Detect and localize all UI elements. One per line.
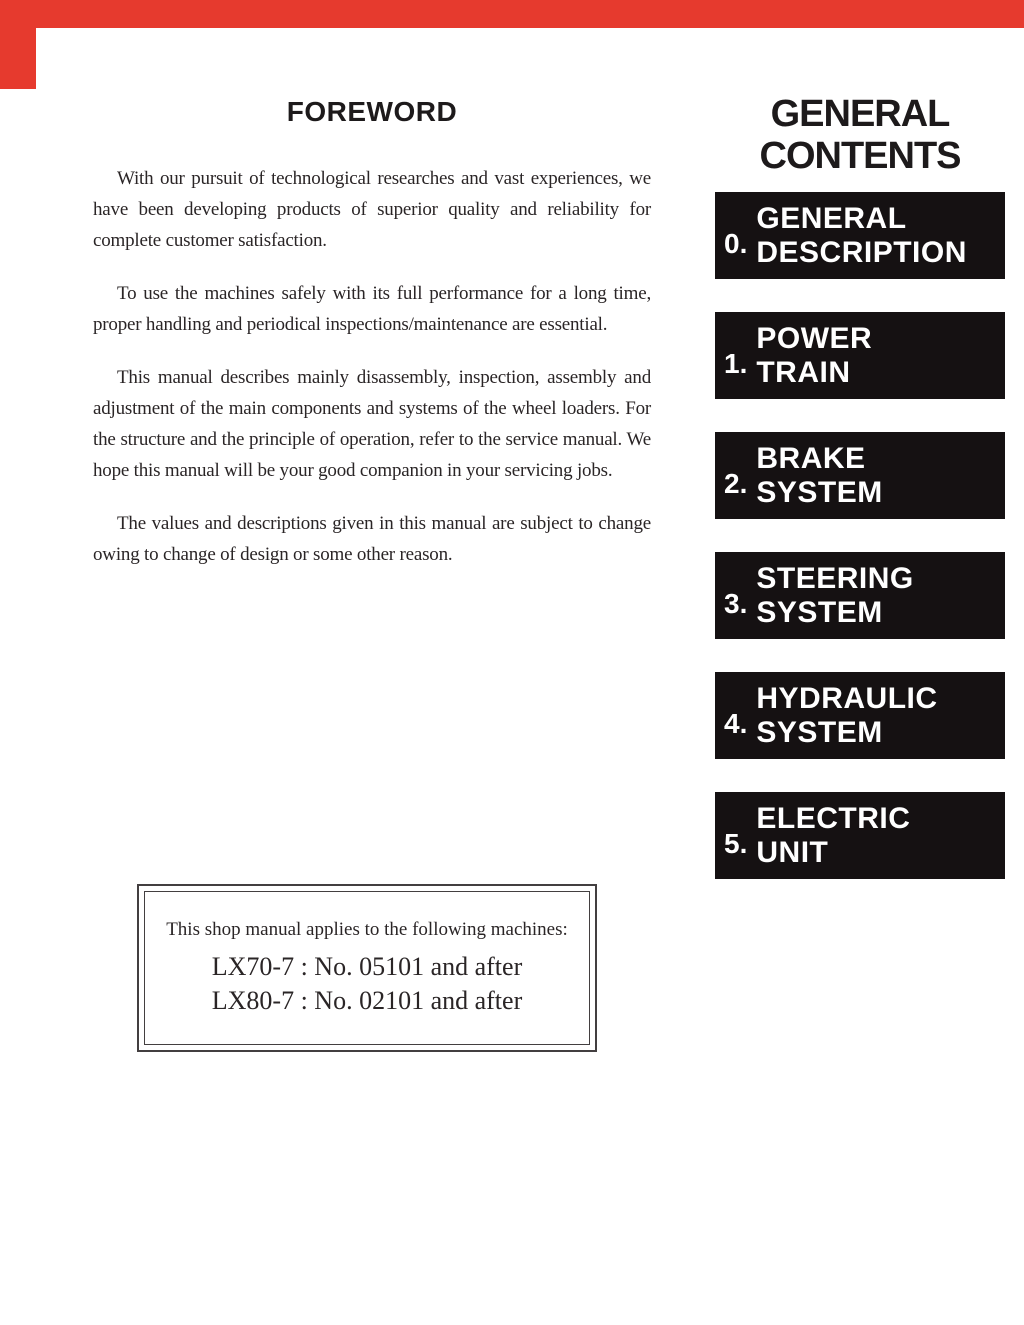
chapter-title-line: GENERAL [756,201,907,235]
chapter-title-line: STEERING [756,561,914,595]
chapter-box-general-description [715,192,1005,279]
contents-title-line-1: GENERAL [770,93,950,135]
chapter-title-line: UNIT [756,835,829,869]
foreword-section [93,95,651,592]
chapter-title [756,202,967,270]
chapter-title-line: SYSTEM [756,475,883,509]
contents-title [715,93,1005,177]
machine-line-lx80: LX80-7 : No. 02101 and after [211,986,523,1015]
chapter-title [756,802,910,870]
general-contents-section [715,93,1005,912]
chapter-title-line: HYDRAULIC [756,681,938,715]
foreword-paragraph-4: The values and descriptions given in this manual are subject to change owing to change of design or some other reason. [93,513,651,565]
chapter-number: 2. [724,467,748,499]
applicability-box-inner [144,891,590,1045]
red-page-edge-band [0,0,1024,28]
chapter-box-hydraulic-system [715,672,1005,759]
chapter-number: 1. [724,347,748,379]
foreword-title: FOREWORD [286,96,458,127]
chapter-title [756,322,872,390]
chapter-title [756,562,913,630]
chapter-title-line: BRAKE [756,441,866,475]
chapter-title-line: SYSTEM [756,595,883,629]
applicability-box [137,884,597,1052]
foreword-paragraph-3: This manual describes mainly disassembly, inspection, assembly and adjustment of the main components and systems of the wheel loaders. For the structure and the principle of operation, refer to the service manual. We hope this manual will be your good companion in your servicing jobs. [93,367,651,481]
chapter-title-line: POWER [756,321,873,355]
chapter-number: 3. [724,587,748,619]
chapter-box-steering-system [715,552,1005,639]
chapter-title-line: TRAIN [756,355,851,389]
chapter-title-line: SYSTEM [756,715,883,749]
chapter-title-line: DESCRIPTION [756,235,967,269]
chapter-box-electric-unit [715,792,1005,879]
chapter-number: 5. [724,827,748,859]
foreword-paragraph-2: To use the machines safely with its full performance for a long time, proper handling and periodical inspections/maintenance are essential. [93,283,651,335]
machine-line-lx70: LX70-7 : No. 05101 and after [211,952,523,981]
applicability-intro: This shop manual applies to the following machines: [166,919,568,940]
foreword-paragraph-1: With our pursuit of technological researches and vast experiences, we have been developing products of superior quality and reliability for complete customer satisfaction. [93,168,651,251]
chapter-number: 0. [724,227,748,259]
contents-title-line-2: CONTENTS [759,135,961,177]
chapter-box-brake-system [715,432,1005,519]
chapter-title [756,682,937,750]
chapter-title-line: ELECTRIC [756,801,911,835]
chapter-number: 4. [724,707,748,739]
chapter-title [756,442,882,510]
red-corner-tab [0,0,36,89]
chapter-box-power-train [715,312,1005,399]
